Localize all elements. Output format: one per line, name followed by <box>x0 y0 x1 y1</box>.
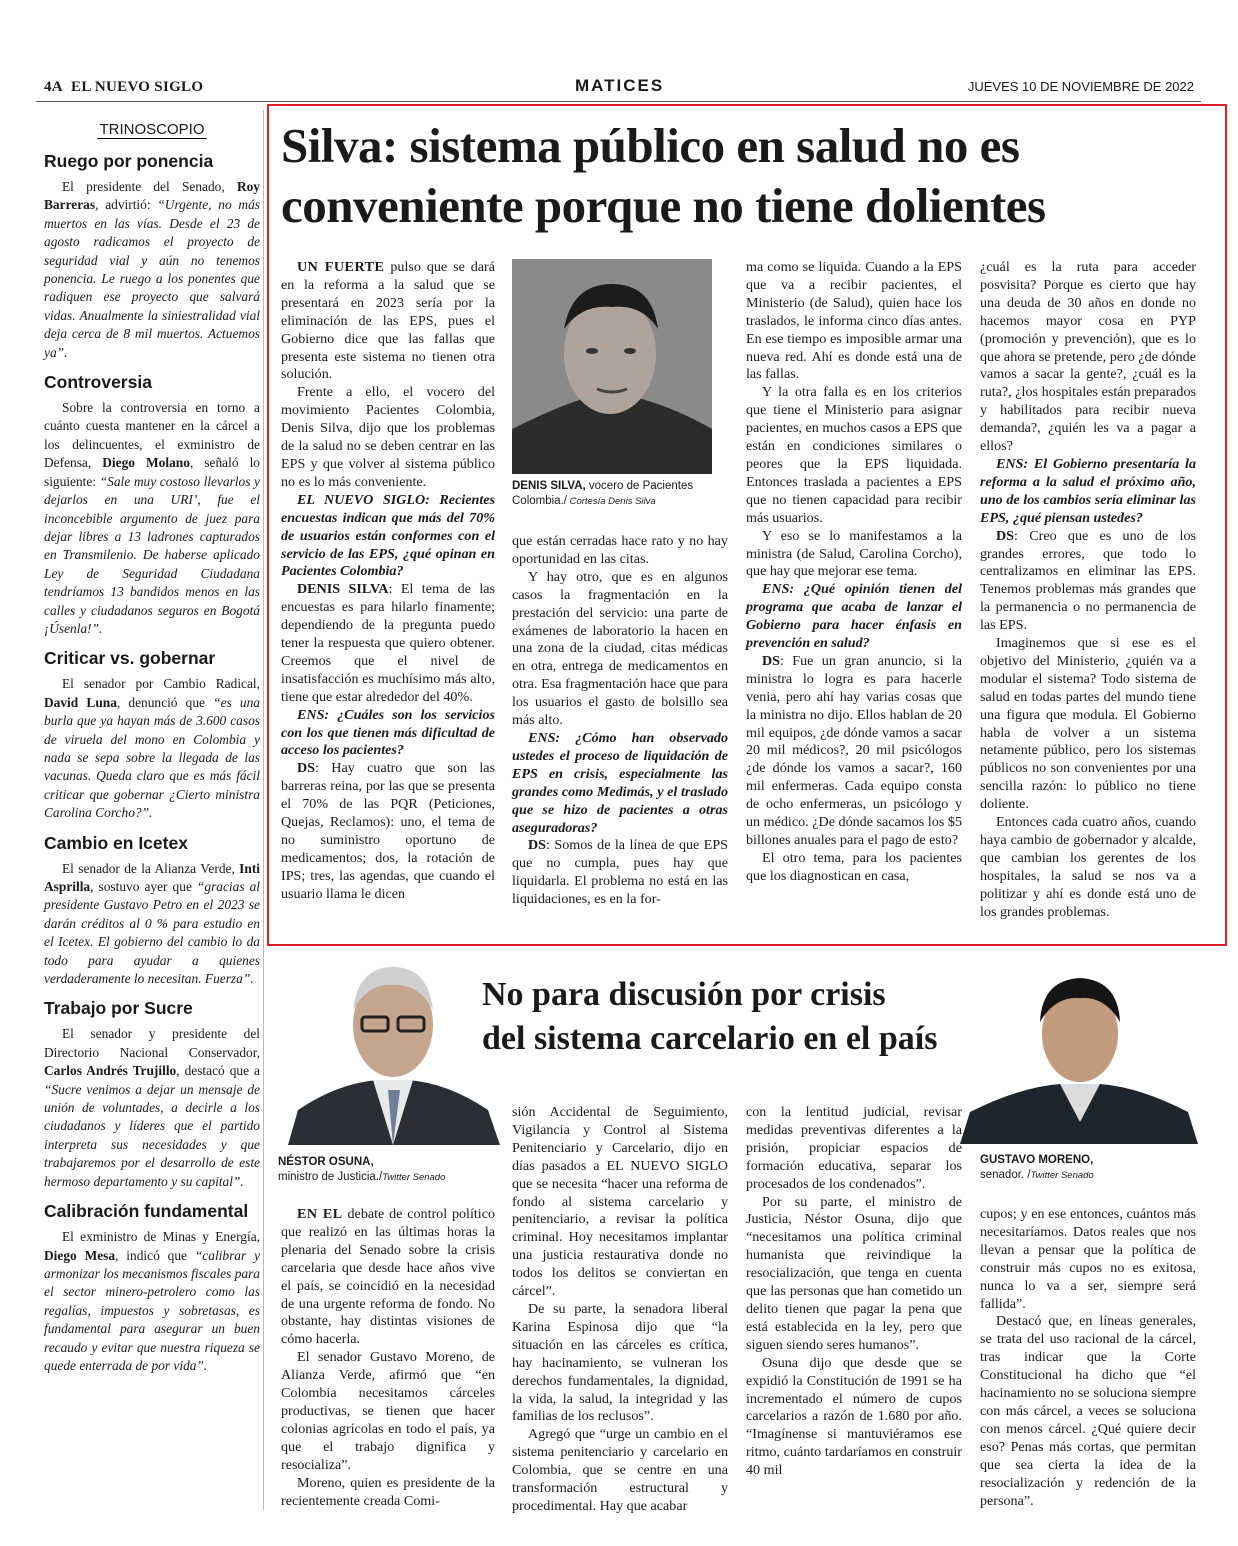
lead-words: UN FUERTE <box>297 259 385 275</box>
paragraph-text: Por su parte, el ministro de Justicia, Néstor Osuna, dijo que “necesitamos una política criminal humanista que reivindique la resocialización, que tenga en cuenta que las personas que han cometido un delito tienen que pagar la pena que está establecida en la ley, pero que siguen siendo seres humanos”. <box>746 1193 962 1353</box>
article2-column-3 <box>746 1104 962 1480</box>
sidebar-item-quote: “es una burla que ya hayan más de 3.600 casos de viruela del mono en Colombia y nada se sepa sobre la llegada de las vacunas. Queda claro que es más fácil criticar que gobernar ¿Cierto ministra Carolina Corcho?”. <box>44 694 260 821</box>
body-paragraph <box>980 259 1196 456</box>
sidebar-item-text <box>44 1025 260 1191</box>
answer-speaker: DS <box>762 652 781 669</box>
header-rule <box>36 101 1201 102</box>
sidebar-item-verb: , indicó que <box>115 1247 195 1263</box>
body-paragraph <box>980 814 1196 921</box>
sidebar-divider <box>263 110 264 1510</box>
sidebar-item-text <box>44 1228 260 1375</box>
sidebar-item-intro: El senador por Cambio Radical, <box>62 676 260 692</box>
question-text: ¿Qué opinión tienen del programa que acaba de lanzar el Gobierno para hacer énfasis en prevención en salud? <box>746 581 962 652</box>
body-paragraph <box>980 1206 1196 1313</box>
paragraph-text: Osuna dijo que desde que se expidió la Constitución de 1991 se ha incrementado el número de cupos carcelarios a razón de 1.680 por año. “Imagínense si mantuviéramos ese ritmo, cuánto tardaríamos en construir 40 mil <box>746 1354 962 1479</box>
interview-answer <box>746 653 962 850</box>
body-paragraph <box>512 1301 728 1426</box>
body-paragraph <box>512 1426 728 1516</box>
interview-answer <box>281 581 495 706</box>
question-text: Recientes encuestas indican que más del 70% de usuarios están conformes con el servicio de las EPS, ¿qué opinan en Pacientes Colombia? <box>281 491 495 580</box>
sidebar-item-name: Diego Molano <box>102 455 190 471</box>
body-paragraph <box>281 384 495 491</box>
question-speaker: EL NUEVO SIGLO: <box>297 491 430 508</box>
sidebar-item-heading: Ruego por ponencia <box>44 151 214 171</box>
sidebar-item-intro: El presidente del Senado, <box>62 179 237 194</box>
sidebar-item-quote: “Sucre venimos a dejar un mensaje de unión de voluntades, a decirle a los ciudadanos y líderes que el partido interpreta sus necesidades y que trabajaremos por el desarrollo de este hermoso departamento y su capital”. <box>44 1081 260 1189</box>
sidebar-item-text <box>44 399 260 638</box>
body-paragraph <box>512 1104 728 1301</box>
denis-silva-photo <box>512 259 712 474</box>
paragraph-text: El otro tema, para los pacientes que los diagnostican en casa, <box>746 849 962 884</box>
paragraph-text: El senador Gustavo Moreno, de Alianza Verde, afirmó que “en Colombia necesitamos cárceles productivas, se tienen que hacer colonias agrícolas en todo el país, ya que el trabajo dignifica y resocializa”. <box>281 1349 495 1473</box>
sidebar-item-name: Roy Barreras <box>44 179 260 213</box>
question-text: ¿Cuáles son los servicios con los que tienen más dificultad de acceso los pacientes? <box>281 706 495 759</box>
body-paragraph <box>281 1349 495 1474</box>
page-number: 4A <box>44 79 63 95</box>
gustavo-moreno-caption: GUSTAVO MORENO, senador. /Twitter Senado <box>980 1154 1094 1181</box>
paragraph-text: Frente a ello, el vocero del movimiento Pacientes Colombia, Denis Silva, dijo que los problemas de la salud no se deben centrar en las EPS y que volver al sistema público no es lo más conveniente. <box>281 384 495 490</box>
interview-question <box>281 492 495 582</box>
body-paragraph <box>281 1475 495 1511</box>
article2-headline: No para discusión por crisis del sistema carcelario en el país <box>482 976 938 1057</box>
interview-question <box>980 456 1196 528</box>
lead-words: EN EL <box>297 1206 343 1222</box>
body-paragraph <box>746 1355 962 1480</box>
sidebar-item-intro: Sobre la controversia en torno a cuánto cuesta mantener en la cárcel a los delincuentes, el exministro de Defensa, <box>44 400 260 471</box>
paragraph-text: Y hay otro, que es en algunos casos la fragmentación en la prestación del servicio: una parte de exámenes de laboratorio la hacen en una zona de la ciudad, citas médicas en otra, entrega de medicamentos en otra. Esa fragmentación hace que para los usuarios el gasto de bolsillo sea más alto. <box>512 568 728 729</box>
sidebar-item-verb: , destacó que a <box>176 1063 260 1079</box>
sidebar-item-heading: Cambio en Icetex <box>44 832 188 853</box>
paragraph-text: ¿cuál es la ruta para acceder posvisita? Porque es cierto que hay una deuda de 30 años en donde no hacemos mayor cosa en PYP (promoción y prevención), que es lo que ahora se pretende, pero ¿de dónde vamos a sacar la gente?, ¿cuál es la ruta?, ¿los hospitales están preparados y habilitados para recibir nueva demanda?, ¿quién les va a pagar a ellos? <box>980 259 1196 455</box>
lead-text: debate de control político que realizó en las últimas horas la plenaria del Senado sobre la crisis carcelaria que desde hace años vive el país, se coincidió en la necesidad de una urgente reforma de fondo. No obstante, hay distintas visiones de cómo hacerla. <box>281 1206 496 1348</box>
issue-date: JUEVES 10 DE NOVIEMBRE DE 2022 <box>967 79 1194 94</box>
sidebar-item-verb: , denunció que <box>116 694 214 710</box>
answer-text: : Fue un gran anuncio, si la ministra lo logra es para hacerle venia, pero ahí hay varias cosas que la ministra no dijo. Ellos hablan de 20 mil equipos, ¿de dónde vamos a sacar 20 mil médicos?, 20 mil psicólogos ¿de dónde los vamos a sacar?, 160 mil enfermeras. Cada equipo consta de ocho enfermeras, un psicólogo y un médico. ¿De dónde sacamos los $5 billones anuales para el pago de esto? <box>746 652 962 848</box>
nestor-osuna-photo <box>278 955 508 1145</box>
body-paragraph <box>746 528 962 582</box>
nestor-osuna-caption: NÉSTOR OSUNA, ministro de Justicia./Twitter Senado <box>278 1156 446 1183</box>
paragraph-text: Y la otra falla es en los criterios que tiene el Ministerio para asignar pacientes, en muchos casos a EPS que están en condiciones similares o peores que la EPS liquidada. Entonces traslada a pacientes a EPS que no tienen capacidad para recibir más usuarios. <box>746 384 962 526</box>
interview-answer <box>512 837 728 909</box>
body-paragraph <box>980 1313 1196 1510</box>
page-number-and-paper <box>44 79 203 96</box>
portrait-illustration-moreno <box>960 962 1198 1144</box>
gustavo-moreno-photo <box>960 962 1198 1144</box>
sidebar-item-intro: El senador de la Alianza Verde, <box>62 860 240 876</box>
paper-name: EL NUEVO SIGLO <box>71 79 204 95</box>
sidebar-item-quote: “Urgente, no más muertos en las vías. Desde el 23 de agosto radicamos el proyecto de seguridad vial y aún no tenemos ponencia. Le ruego a los ponentes que radiquen ese proyecto que salvará vidas. Anualmente la siniestralidad vial deja cerca de 8 mil muertos. Actuemos ya”. <box>44 197 260 360</box>
portrait-illustration <box>512 259 712 474</box>
paragraph-text: De su parte, la senadora liberal Karina Espinosa dijo que “la situación en las cárceles es crítica, hay hacinamiento, se vulneran los derechos fundamentales, la dignidad, la vida, la salud, la integridad y las familias de los reclusos”. <box>512 1300 728 1425</box>
question-speaker: ENS: <box>996 455 1029 472</box>
sidebar-trinoscopio <box>44 150 260 1375</box>
sidebar-item-intro: El senador y presidente del Directorio Nacional Conservador, <box>44 1026 260 1060</box>
question-speaker: ENS: <box>297 706 330 723</box>
body-paragraph <box>746 850 962 886</box>
sidebar-title: TRINOSCOPIO <box>99 121 205 138</box>
sidebar-item-verb: , advirtió: <box>95 197 158 213</box>
sidebar-item-name: David Luna <box>44 694 117 710</box>
article1-column-2 <box>512 533 728 909</box>
article2-column-2 <box>512 1104 728 1516</box>
paragraph-text: que están cerradas hace rato y no hay oportunidad en las citas. <box>512 533 728 567</box>
sidebar-item-name: Carlos Andrés Trujillo <box>44 1063 177 1079</box>
interview-question <box>746 581 962 653</box>
question-speaker: ENS: <box>762 581 795 598</box>
body-paragraph <box>512 533 728 569</box>
sidebar-item-name: Diego Mesa <box>44 1247 116 1263</box>
interview-answer <box>281 760 495 903</box>
lead-paragraph <box>281 1206 495 1349</box>
sidebar-item-quote: “Sale muy costoso llevarlos y dejarlos en una URI’, fue el inconcebible argumento de juez para dejar libres a 13 ladrones capturados en Transmilenio. De haberse aplicado Ley de Seguridad Ciudadana tendríamos 13 bandidos menos en las calles y ciudadanos seguros en Bogotá ¡Úsenla!”. <box>44 473 260 636</box>
paragraph-text: Imaginemos que si ese es el objetivo del Ministerio, ¿quién va a modular el sistema? Todo sistema de salud en todas partes del mundo tiene una figura que modula. El Gobierno habla de volver a un sistema netamente público, pero los sistemas públicos no son convenientes por una sencilla razón: lo público no tiene doliente. <box>980 635 1196 813</box>
article1-headline: Silva: sistema público en salud no es conveniente porque no tiene dolientes <box>281 118 1046 233</box>
article1-column-1 <box>281 259 495 904</box>
sidebar-item-verb: , sostuvo ayer que <box>90 879 197 894</box>
interview-question <box>512 730 728 837</box>
body-paragraph <box>512 569 728 730</box>
paragraph-text: Y eso se lo manifestamos a la ministra (de Salud, Carolina Corcho), que hay que mejorar ese tema. <box>746 527 962 580</box>
sidebar-item-heading: Calibración fundamental <box>44 1201 249 1222</box>
answer-text: : Creo que es uno de los grandes errores, que todo lo centralizamos en eliminar las EPS. Tenemos problemas más grandes que la permanencia o no permanencia de las EPS. <box>980 527 1196 634</box>
article1-column-3 <box>746 259 962 886</box>
paragraph-text: Agregó que “urge un cambio en el sistema penitenciario y carcelario en Colombia, que se centre en una transformación estructural y procedimental. Hay que acabar <box>512 1426 728 1514</box>
denis-silva-caption: DENIS SILVA, vocero de Pacientes Colombia./ Cortesía Denis Silva <box>512 480 694 507</box>
paragraph-text: Destacó que, en líneas generales, se trata del uso racional de la cárcel, tras indicar que la Corte Constitucional ha dicho que “el hacinamiento no se soluciona siempre con más cárcel, a veces se soluciona con menos cárcel. ¿Qué quiere decir eso? Penas más cortas, que permitan que sea cierta la idea de la resocialización y redención de la persona”. <box>980 1313 1196 1509</box>
sidebar-item-verb: , señaló lo siguiente: <box>44 455 261 489</box>
sidebar-item-quote: “gracias al presidente Gustavo Petro en el 2023 se darán créditos al 0 % para estudio en el Icetex. El gobierno del cambio lo da todo para ayudar a quienes verdaderamente lo necesitan. Fuerza”. <box>44 879 260 987</box>
lead-paragraph <box>281 259 495 384</box>
sidebar-item-text <box>44 675 260 822</box>
lead-text: pulso que se dará en la reforma a la salud que se presentará en 2023 sería por la eliminación de las EPS, pues el Gobierno dice que las fallas que presenta este sistema no tienen otra solución. <box>281 259 495 383</box>
section-name: MATICES <box>575 76 665 95</box>
paragraph-text: Entonces cada cuatro años, cuando haya cambio de gobernador y alcalde, que cambian los gerentes de los hospitales, la salud se nos va a politizar y ahí es donde está uno de los grandes problemas. <box>980 814 1196 920</box>
answer-speaker: DS <box>996 527 1015 544</box>
answer-speaker: DS <box>297 760 316 777</box>
sidebar-item-intro: El exministro de Minas y Energía, <box>62 1229 260 1245</box>
portrait-illustration-osuna <box>278 955 508 1145</box>
paragraph-text: cupos; y en ese entonces, cuántos más necesitaríamos. Datos reales que nos llevan a pensar que la política de construir más cupos no es exitosa, nunca lo va a ser, siempre será fallida”. <box>980 1206 1196 1312</box>
question-text: El Gobierno presentaría la reforma a la salud el próximo año, uno de los cambios sería eliminar las EPS, ¿qué piensan ustedes? <box>980 455 1196 526</box>
answer-text: : El tema de las encuestas es para hilarlo finamente; dependiendo de la pregunta puedo tener la respuesta que quiero obtener. Creemos que el nivel de insatisfacción es muchísimo más alto, tiene que estar alrededor del 40%. <box>281 581 495 705</box>
article1-column-4 <box>980 259 1196 922</box>
interview-question <box>281 707 495 761</box>
answer-text: : Hay cuatro que son las barreras reina, por las que se presenta el 70% de las PQR (Peticiones, Quejas, Reclamos): uno, el tema de no suministro oportuno de medicamentos; dos, la rotación de IPS; tres, las agendas, que cuando el usuario llama le dicen <box>281 760 495 902</box>
body-paragraph <box>746 259 962 384</box>
body-paragraph <box>980 635 1196 814</box>
sidebar-item-heading: Criticar vs. gobernar <box>44 648 216 669</box>
sidebar-item-heading: Controversia <box>44 372 152 393</box>
paragraph-text: ma como se liquida. Cuando a la EPS que va a recibir pacientes, el Ministerio (de Salud), quien hace los traslados, le informa cinco días antes. En ese tiempo es imposible armar una nueva red. Ahí es donde está una de las fallas. <box>746 259 962 383</box>
sidebar-item-text <box>44 860 260 989</box>
paragraph-text: con la lentitud judicial, revisar medidas preventivas diferentes a la prisión, propiciar espacios de formación educativa, separar los procesados de los condenados”. <box>746 1104 962 1192</box>
body-paragraph <box>746 1194 962 1355</box>
sidebar-item-quote: “calibrar y armonizar los mecanismos fiscales para el sector minero-petrolero como las regalías, impuestos y sobretasas, es fundamental para asegurar un buen recaudo y evitar que nuestra riqueza se quede enterrada de por vida”. <box>44 1247 261 1373</box>
question-speaker: ENS: <box>528 729 561 746</box>
body-paragraph <box>746 1104 962 1194</box>
answer-speaker: DS <box>528 837 547 854</box>
paragraph-text: Moreno, quien es presidente de la recientemente creada Comi- <box>281 1474 495 1509</box>
answer-speaker: DENIS SILVA <box>297 581 389 598</box>
sidebar-item-text <box>44 178 260 362</box>
answer-text: : Somos de la línea de que EPS que no cumpla, pues hay que liquidarla. El problema no está en las liquidaciones, es en la for- <box>512 837 728 908</box>
paragraph-text: sión Accidental de Seguimiento, Vigilancia y Control al Sistema Penitenciario y Carcelario, dijo en días pasados a EL NUEVO SIGLO que se necesita “hacer una reforma de fondo al sistema carcelario y penitenciario, a revisar la política criminal. Hoy necesitamos implantar una justicia restaurativa donde no todos los delitos se conviertan en cárcel”. <box>512 1104 728 1300</box>
question-text: ¿Cómo han observado ustedes el proceso de liquidación de EPS en crisis, especialmente las grandes como Medimás, y el traslado que se hizo de pacientes a otras aseguradoras? <box>512 729 728 836</box>
sidebar-item-name: Inti Asprilla <box>44 860 260 894</box>
article2-column-1 <box>281 1206 495 1510</box>
article2-column-4 <box>980 1206 1196 1510</box>
sidebar-item-heading: Trabajo por Sucre <box>44 998 193 1019</box>
interview-answer <box>980 528 1196 635</box>
body-paragraph <box>746 384 962 527</box>
